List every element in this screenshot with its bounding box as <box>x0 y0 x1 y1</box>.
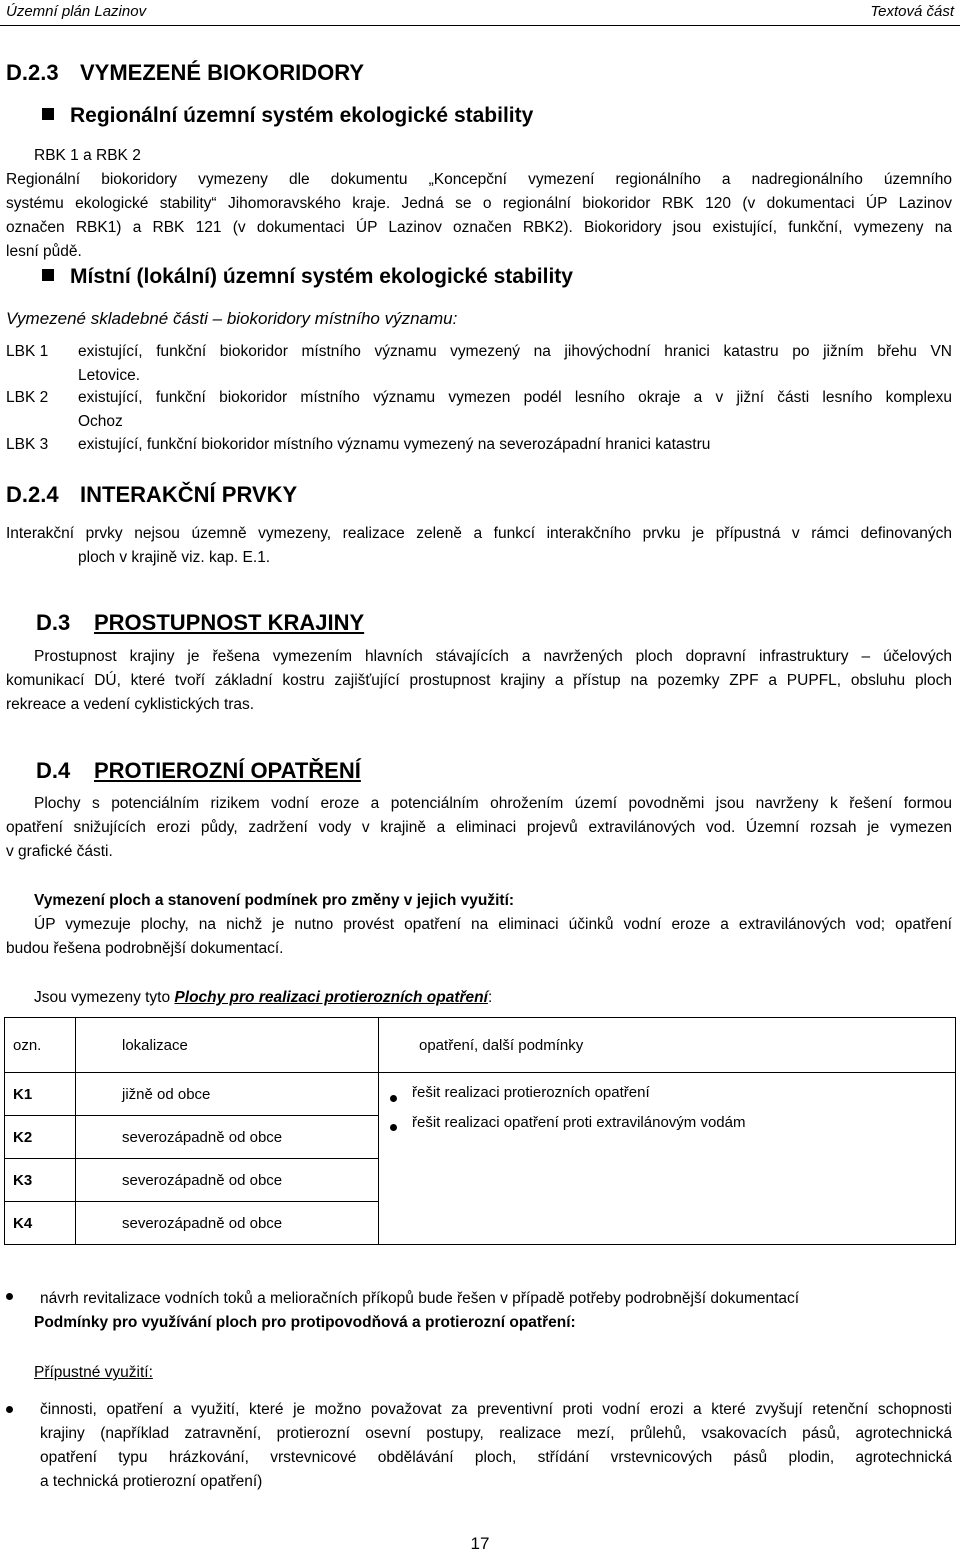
lbk1-code: LBK 1 <box>6 343 49 360</box>
d4-text2-line-1: ÚP vymezuje plochy, na nichž je nutno provést opatření na eliminaci účinků vodní eroze a extravilánových vod; opatření <box>34 916 952 933</box>
regional-text-line-4: lesní půdě. <box>6 243 82 260</box>
allowed-use-line-4: a technická protierozní opatření) <box>40 1473 263 1490</box>
section-d3-number: D.3 <box>36 610 71 635</box>
header-section-label: Textová část <box>870 3 954 20</box>
local-heading <box>42 265 573 289</box>
lbk2-text-line-1: existující, funkční biokoridor místního významu vymezen podél lesního okraje a v jižní části lesního komplexu <box>78 389 952 406</box>
measure-item: řešit realizaci protierozních opatření <box>412 1084 650 1101</box>
table-header-cell: ozn. <box>5 1018 76 1073</box>
bullet-icon <box>390 1095 397 1102</box>
table-cell-code: K4 <box>5 1202 76 1245</box>
d24-text-line-1: Interakční prvky nejsou územně vymezeny, realizace zeleně a funkcí interakčního prvku je přípustná v rámci definovaných <box>6 525 952 542</box>
header-document-title: Územní plán Lazinov <box>6 3 147 20</box>
d4-bold-heading: Vymezení ploch a stanovení podmínek pro změny v jejich využití: <box>34 892 515 909</box>
lbk1-text-line-2: Letovice. <box>78 367 141 384</box>
table-cell-code: K3 <box>5 1159 76 1202</box>
page-number: 17 <box>470 1534 490 1553</box>
regional-text-line-1: Regionální biokoridory vymezeny dle dokumentu „Koncepční vymezení regionálního a nadregionálního územního <box>6 171 952 188</box>
d4-text-line-1: Plochy s potenciálním rizikem vodní eroze a potenciálním ohrožením území povodněmi jsou navrženy k řešení formou <box>34 795 952 812</box>
conditions-heading: Podmínky pro využívání ploch pro protipovodňová a protierozní opatření: <box>34 1314 576 1331</box>
table-cell-code: K1 <box>5 1073 76 1116</box>
lbk3-text-line-1: existující, funkční biokoridor místního významu vymezený na severozápadní hranici katastru <box>78 436 711 453</box>
local-heading-text: Místní (lokální) územní systém ekologické stability <box>70 265 573 288</box>
regional-heading <box>42 104 533 128</box>
square-bullet-icon <box>42 269 54 281</box>
table-cell-location: severozápadně od obce <box>76 1116 379 1159</box>
d3-text-line-1: Prostupnost krajiny je řešena vymezením hlavních stávajících a navržených ploch dopravní infrastruktury – účelových <box>34 648 952 665</box>
section-d24-number: D.2.4 <box>6 482 59 507</box>
header-divider <box>0 25 960 26</box>
d4-text-line-2: opatření snižujících erozi půdy, zadržení vody v krajině a eliminaci projevů extravilánových vod. Územní rozsah je vymezen <box>6 819 952 836</box>
table-header-cell: lokalizace <box>76 1018 379 1073</box>
allowed-use-line-3: opatření typu hrázkování, vrstevnicové obdělávání ploch, střídání vrstevnicových pásů plodin, agrotechnická <box>40 1449 952 1466</box>
section-d4-title: PROTIEROZNÍ OPATŘENÍ <box>94 758 361 783</box>
local-subtitle: Vymezené skladebné části – biokoridory místního významu: <box>6 309 458 328</box>
section-d4-number: D.4 <box>36 758 71 783</box>
erosion-measures-table <box>4 1017 956 1245</box>
lbk2-code: LBK 2 <box>6 389 49 406</box>
section-d24-title: INTERAKČNÍ PRVKY <box>80 482 298 507</box>
section-d3-title: PROSTUPNOST KRAJINY <box>94 610 365 635</box>
table-cell-code: K2 <box>5 1116 76 1159</box>
d4-intro <box>34 986 492 1010</box>
lbk1-text-line-1: existující, funkční biokoridor místního významu vymezený na jihovýchodní hranici katastru po jižním břehu VN <box>78 343 952 360</box>
table-cell-location: jižně od obce <box>76 1073 379 1116</box>
section-d23-title: VYMEZENÉ BIOKORIDORY <box>80 60 364 85</box>
lbk2-text-line-2: Ochoz <box>78 413 123 430</box>
d24-text-line-2: ploch v krajině viz. kap. E.1. <box>78 549 271 566</box>
table-header-row <box>5 1018 956 1073</box>
table-cell-location: severozápadně od obce <box>76 1159 379 1202</box>
bullet-icon <box>390 1124 397 1131</box>
d4-text2-line-2: budou řešena podrobnější dokumentací. <box>6 940 284 957</box>
table-header-cell: opatření, další podmínky <box>379 1018 956 1073</box>
revitalization-note: návrh revitalizace vodních toků a melioračních příkopů bude řešen v případě potřeby podrobnější dokumentací <box>40 1290 800 1307</box>
regional-label: RBK 1 a RBK 2 <box>34 147 141 164</box>
d4-intro-bold: Plochy pro realizaci protierozních opatření <box>174 989 488 1006</box>
lbk3-code: LBK 3 <box>6 436 49 453</box>
table-row <box>5 1073 956 1116</box>
section-d23-number: D.2.3 <box>6 60 59 85</box>
allowed-use-label: Přípustné využití: <box>34 1364 153 1381</box>
table-cell-measures <box>379 1073 956 1245</box>
bullet-icon <box>6 1406 13 1413</box>
d4-text-line-3: v grafické části. <box>6 843 113 860</box>
table-cell-location: severozápadně od obce <box>76 1202 379 1245</box>
d3-text-line-3: rekreace a vedení cyklistických tras. <box>6 696 255 713</box>
bullet-icon <box>6 1293 13 1300</box>
d4-intro-plain: Jsou vymezeny tyto <box>34 989 175 1006</box>
d4-intro-colon: : <box>487 989 493 1006</box>
regional-text-line-3: označen RBK1) a RBK 121 (v dokumentaci ÚP Lazinov označen RBK2). Biokoridory jsou existující, funkční, vymezeny na <box>6 219 952 236</box>
regional-heading-text: Regionální územní systém ekologické stability <box>70 104 534 127</box>
d3-text-line-2: komunikací DÚ, které tvoří základní kostru zajišťující prostupnost krajiny a přístup na pozemky ZPF a PUPFL, obsluhu ploch <box>6 672 952 689</box>
measure-item: řešit realizaci opatření proti extravilánovým vodám <box>412 1114 746 1131</box>
square-bullet-icon <box>42 108 54 120</box>
regional-text-line-2: systému ekologické stability“ Jihomoravského kraje. Jedná se o regionální biokoridor RBK 120 (v dokumentaci ÚP Lazinov <box>6 195 952 212</box>
allowed-use-line-2: krajiny (například zatravnění, protierozní osevní postupy, realizace mezí, průlehů, vsakovacích pásů, agrotechnická <box>40 1425 952 1442</box>
allowed-use-line-1: činnosti, opatření a využití, které je možno považovat za preventivní proti vodní erozi a které zvyšují retenční schopnosti <box>40 1401 952 1418</box>
